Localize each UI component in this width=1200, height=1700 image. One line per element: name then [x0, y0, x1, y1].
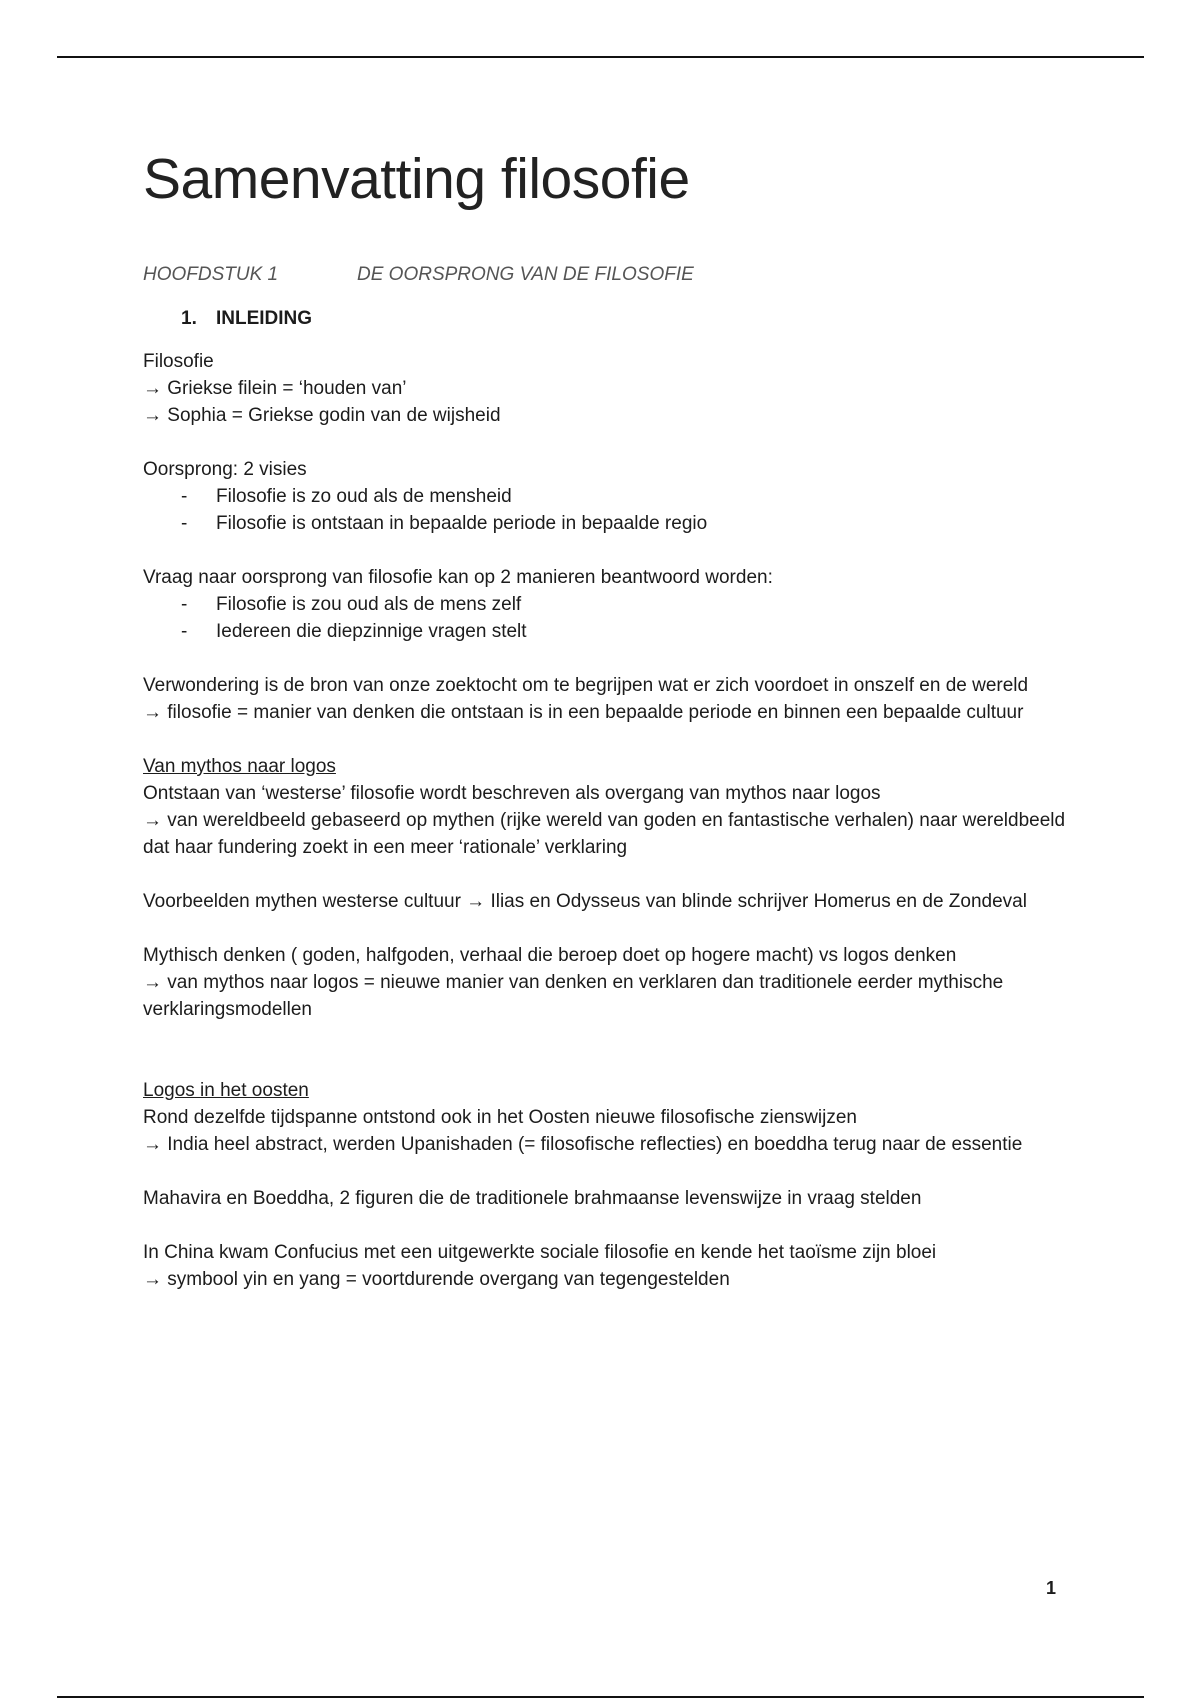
dash-list: [143, 591, 1083, 645]
bottom-rule: [57, 1696, 1144, 1698]
paragraph-line: → India heel abstract, werden Upanishaden (= filosofische reflecties) en boeddha terug naar de essentie: [143, 1134, 1023, 1155]
subheading-mythos: Van mythos naar logos: [143, 756, 336, 777]
list-item: - Filosofie is zou oud als de mens zelf: [181, 591, 1083, 618]
paragraph-line: Rond dezelfde tijdspanne ontstond ook in het Oosten nieuwe filosofische zienswijzen: [143, 1107, 858, 1128]
document-body: [143, 348, 1083, 1293]
paragraph-line: Ontstaan van ‘westerse’ filosofie wordt beschreven als overgang van mythos naar logos: [143, 783, 881, 804]
paragraph-line: Mythisch denken ( goden, halfgoden, verhaal die beroep doet op hogere macht) vs logos denken: [143, 945, 957, 966]
paragraph-line: → van wereldbeeld gebaseerd op mythen (rijke wereld van goden en fantastische verhalen) naar wereldbeeld dat haar fundering zoekt in een meer ‘rationale’ verklaring: [143, 810, 1066, 858]
list-item: - Iedereen die diepzinnige vragen stelt: [181, 618, 1083, 645]
chapter-title: DE OORSPRONG VAN DE FILOSOFIE: [357, 264, 694, 285]
list-item: - Filosofie is ontstaan in bepaalde periode in bepaalde regio: [181, 510, 1083, 537]
paragraph-line: Voorbeelden mythen westerse cultuur → Ilias en Odysseus van blinde schrijver Homerus en de Zondeval: [143, 891, 1027, 912]
list-item: - Filosofie is zo oud als de mensheid: [181, 483, 1083, 510]
paragraph-line: → van mythos naar logos = nieuwe manier van denken en verklaren dan traditionele eerder mythische verklaringsmodellen: [143, 972, 1004, 1020]
page-number: 1: [1046, 1578, 1057, 1598]
paragraph-line: → Sophia = Griekse godin van de wijsheid: [143, 405, 501, 426]
paragraph-line: Mahavira en Boeddha, 2 figuren die de traditionele brahmaanse levenswijze in vraag stelden: [143, 1188, 922, 1209]
paragraph-line: Vraag naar oorsprong van filosofie kan op 2 manieren beantwoord worden:: [143, 567, 773, 588]
section-title: INLEIDING: [216, 308, 313, 329]
paragraph-line: In China kwam Confucius met een uitgewerkte sociale filosofie en kende het taoïsme zijn bloei: [143, 1242, 937, 1263]
paragraph-line: → Griekse filein = ‘houden van’: [143, 378, 407, 399]
section-number: 1.: [181, 308, 197, 329]
top-rule: [57, 56, 1144, 58]
dash-list: [143, 483, 1083, 537]
section-heading: [181, 308, 312, 330]
chapter-header: [143, 264, 694, 286]
paragraph-line: Verwondering is de bron van onze zoektocht om te begrijpen wat er zich voordoet in onszelf en de wereld: [143, 675, 1029, 696]
subheading-oosten: Logos in het oosten: [143, 1080, 309, 1101]
paragraph-line: → filosofie = manier van denken die ontstaan is in een bepaalde periode en binnen een bepaalde cultuur: [143, 702, 1024, 723]
paragraph-line: Oorsprong: 2 visies: [143, 459, 307, 480]
paragraph-line: Filosofie: [143, 351, 214, 372]
chapter-number: HOOFDSTUK 1: [143, 264, 279, 285]
document-title: Samenvatting filosofie: [143, 147, 690, 211]
paragraph-line: → symbool yin en yang = voortdurende overgang van tegengestelden: [143, 1269, 730, 1290]
